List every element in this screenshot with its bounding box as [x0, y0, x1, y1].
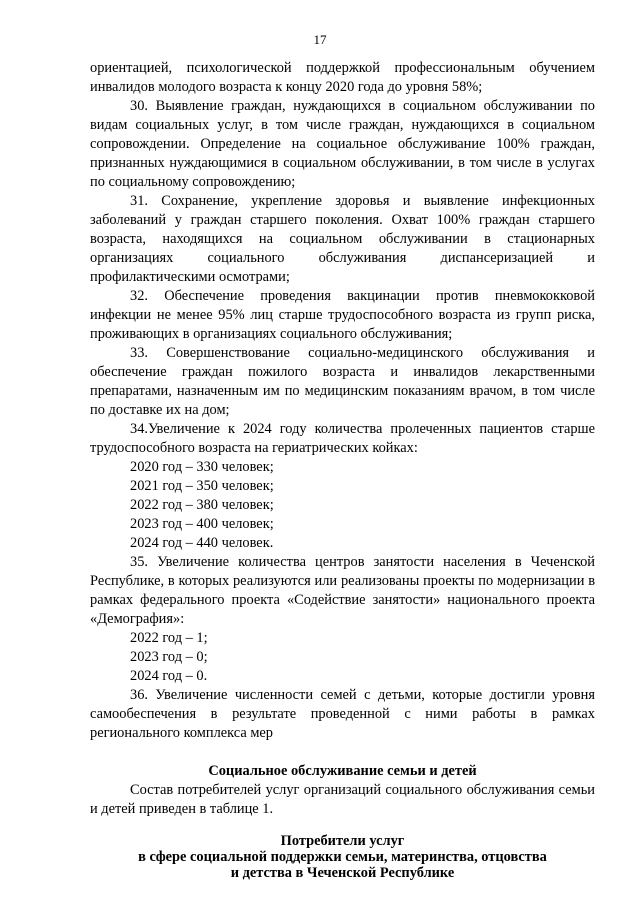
paragraph-33: 33. Совершенствование социально-медицинского обслуживания и обеспечение граждан пожилого возраста и инвалидов лекарственными препаратами, назначенным им по медицинским показаниям врачом, в том числе по доставке их на дом;: [90, 345, 595, 418]
page-number: 17: [313, 32, 327, 47]
list-item-35-2024: 2024 год – 0.: [130, 668, 208, 684]
paragraph-31: 31. Сохранение, укрепление здоровья и выявление инфекционных заболеваний у граждан старшего поколения. Охват 100% граждан старшего возраста, находящихся на социальном обслуживании в стационарных организациях социального обслуживания диспансеризацией и профилактическими осмотрами;: [90, 193, 595, 285]
paragraph-36: 36. Увеличение численности семей с детьми, которые достигли уровня самообеспечения в результате проведенной с ними работы в рамках регионального комплекса мер: [90, 687, 595, 741]
table-title-line-3: и детства в Чеченской Республике: [230, 865, 455, 881]
list-item-34-2020: 2020 год – 330 человек;: [130, 459, 274, 475]
paragraph-30: 30. Выявление граждан, нуждающихся в социальном обслуживании по видам социальных услуг, в том числе граждан, нуждающихся в социальном сопровождении. Определение на социальное обслуживание 100% граждан, признанных нуждающимися в социальном обслуживании, в том числе в услугах по социальному сопровождению;: [90, 98, 595, 190]
table-title-line-2: в сфере социальной поддержки семьи, материнства, отцовства: [138, 849, 547, 865]
list-item-34-2023: 2023 год – 400 человек;: [130, 516, 274, 532]
paragraph-35: 35. Увеличение количества центров занятости населения в Чеченской Республике, в которых реализуются или реализованы проекты по модернизации в рамках федерального проекта «Содействие занятости» национального проекта «Демография»:: [90, 554, 595, 627]
table-title-line-1: Потребители услуг: [280, 833, 405, 849]
section-heading: Социальное обслуживание семьи и детей: [208, 763, 477, 779]
list-item-35-2023: 2023 год – 0;: [130, 649, 208, 665]
list-item-35-2022: 2022 год – 1;: [130, 630, 208, 646]
document-body: [90, 59, 595, 881]
paragraph-32: 32. Обеспечение проведения вакцинации против пневмококковой инфекции не менее 95% лиц старше трудоспособного возраста из групп риска, проживающих в организациях социального обслуживания;: [90, 288, 595, 342]
section-paragraph: Состав потребителей услуг организаций социального обслуживания семьи и детей приведен в таблице 1.: [90, 782, 595, 817]
paragraph-continuation: ориентацией, психологической поддержкой профессиональным обучением инвалидов молодого возраста к концу 2020 года до уровня 58%;: [90, 60, 595, 95]
list-item-34-2021: 2021 год – 350 человек;: [130, 478, 274, 494]
table-title: [90, 833, 595, 881]
list-item-34-2022: 2022 год – 380 человек;: [130, 497, 274, 513]
paragraph-34: 34.Увеличение к 2024 году количества пролеченных пациентов старше трудоспособного возраста на гериатрических койках:: [90, 421, 595, 456]
list-item-34-2024: 2024 год – 440 человек.: [130, 535, 274, 551]
